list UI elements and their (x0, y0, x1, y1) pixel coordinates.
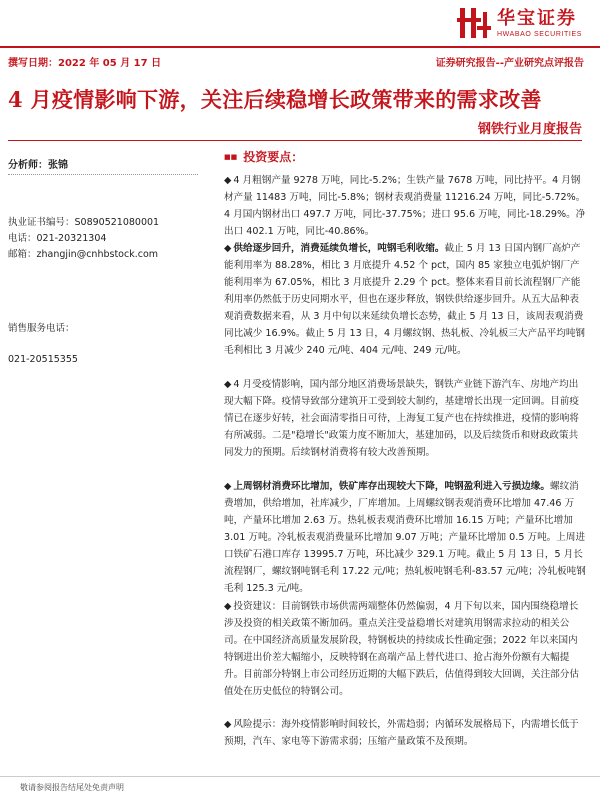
logo-english-name: HWABAO SECURITIES (496, 30, 582, 38)
paragraph-weekly-heading: 上周钢材消费环比增加，铁矿库存出现较大下降，吨钢盈利进入亏损边缘。 (233, 481, 550, 492)
analyst-email-row (8, 246, 158, 260)
section-title (224, 148, 586, 165)
company-logo (457, 6, 582, 40)
report-date: 撰写日期：2022 年 05 月 17 日 (8, 58, 162, 69)
email-label: 邮箱： (8, 249, 37, 260)
section-title-text: 投资要点： (243, 150, 304, 164)
report-subtitle: 钢铁行业月度报告 (477, 122, 582, 137)
meta-row (0, 50, 600, 68)
diamond-bullet-icon: ◆ (224, 719, 232, 730)
analyst-phone: 电话：021-20321304 (8, 233, 107, 244)
sales-phone: 021-20515355 (8, 354, 78, 365)
section-bullet-icon: ■■ (224, 152, 238, 161)
report-type: 证券研究报告--产业研究点评报告 (435, 58, 584, 69)
paragraph-investment-advice-text: 投资建议：目前钢铁市场供需两端整体仍然偏弱，4 月下旬以来，国内围绕稳增长涉及投资的相关政策不断加码。重点关注受益稳增长对建筑用钢需求拉动的相关公司。在中国经济高质量发展阶段，特钢板块的持续成长性确定强；2022 年以来国内特钢进出价差大幅缩小，反映特钢在高端产品上替代进口、抢占海外份额有大幅提升。目前部分特钢上市公司经历近期的大幅下跌后，估值得到较大回调，关注部分估值处在历史低位的特钢公司。 (224, 601, 579, 697)
diamond-bullet-icon: ◆ (224, 601, 232, 612)
logo-mark-icon (457, 6, 491, 40)
paragraph-supply-text: 截止 5 月 13 日国内钢厂高炉产能利用率为 88.28%，相比 3 月底提升 4.52 个 pct，国内 85 家独立电弧炉钢厂产能利用率为 67.05%，相比 3 月底提升 2.29 个 pct。整体来看目前长流程钢厂产能利用率仍然低于历史同期水平，但也在逐步释放，钢铁供给逐步回升。从五大品种表观消费数据来看，从 3 月中旬以来延续负增长态势，截止 5 月 13 日，该周表观消费同比减少 16.9%。截止 5 月 13 日，4 月螺纹钢、热轧板、冷轧板三大产品平均吨钢毛利相比 3 月减少 240 元/吨、404 元/吨、249 元/吨。 (224, 243, 586, 356)
diamond-bullet-icon: ◆ (224, 379, 232, 390)
analyst-email[interactable]: zhangjin@cnhbstock.com (36, 249, 159, 260)
paragraph-investment-advice (224, 598, 586, 700)
report-title: 4 月疫情影响下游，关注后续稳增长政策带来的需求改善 (8, 87, 542, 112)
footer-divider (0, 776, 600, 777)
paragraph-supply-heading: 供给逐步回升，消费延续负增长，吨钢毛利收缩。 (233, 243, 445, 254)
analyst-name: 分析师：张锦 (8, 160, 68, 171)
diamond-bullet-icon: ◆ (224, 481, 232, 492)
analyst-cert: 执业证书编号：S0890521080001 (8, 217, 160, 228)
paragraph-weekly (224, 478, 586, 597)
paragraph-demand (224, 376, 586, 461)
paragraph-supply (224, 240, 586, 359)
paragraph-risk (224, 716, 586, 750)
footer-disclaimer: 敬请参阅报告结尾处免责声明 (20, 783, 124, 792)
diamond-bullet-icon: ◆ (224, 175, 232, 186)
diamond-bullet-icon: ◆ (224, 243, 232, 254)
header-divider (0, 46, 600, 48)
paragraph-production-text: 4 月粗钢产量 9278 万吨，同比-5.2%；生铁产量 7678 万吨，同比持平。4 月钢材产量 11483 万吨，同比-5.8%；钢材表观消费量 11216.24 万吨，同比-5.72%。4 月国内钢材出口 497.7 万吨，同比-37.75%；进口 95.6 万吨，同比-18.29%。净出口 402.1 万吨，同比-40.86%。 (224, 175, 586, 237)
paragraph-production (224, 172, 586, 240)
investment-highlights (224, 148, 586, 747)
analyst-divider (8, 174, 198, 175)
paragraph-risk-text: 风险提示：海外疫情影响时间较长，外需趋弱；内循环发展格局下，内需增长低于预期，汽车、家电等下游需求弱；压缩产量政策不及预期。 (224, 719, 579, 747)
paragraph-weekly-text: 螺纹消费增加，供给增加，社库减少，厂库增加。上周螺纹钢表观消费环比增加 47.46 万吨，产量环比增加 2.63 万。热轧板表观消费环比增加 16.15 万吨；产量环比增加 3.01 万吨。冷轧板表观消费量环比增加 9.07 万吨；产量环比增加 0.5 万吨。上周进口铁矿石港口库存 13995.7 万吨，环比减少 329.1 万吨。截止 5 月 13 日，5 月长流程钢厂，螺纹钢吨钢毛利 17.22 元/吨；热轧板吨钢毛利-83.57 元/吨；冷轧板吨钢毛利 125.3 元/吨。 (224, 481, 586, 594)
sales-label: 销售服务电话： (8, 323, 75, 334)
logo-chinese-name: 华宝证券 (496, 7, 577, 29)
subtitle-divider (8, 140, 582, 141)
paragraph-demand-text: 4 月受疫情影响，国内部分地区消费场景缺失，钢铁产业链下游汽车、房地产均出现大幅下降。疫情导致部分建筑开工受到较大制约，基建增长出现一定回调。目前疫情已在逐步好转，社会面清零指日可待，上海复工复产也在持续推进，疫情的影响将有所减弱。二是"稳增长"政策力度不断加大，基建加码，以及后续货币和财政政策共同发力的预期。后续钢材消费将有较大改善预期。 (224, 379, 579, 458)
